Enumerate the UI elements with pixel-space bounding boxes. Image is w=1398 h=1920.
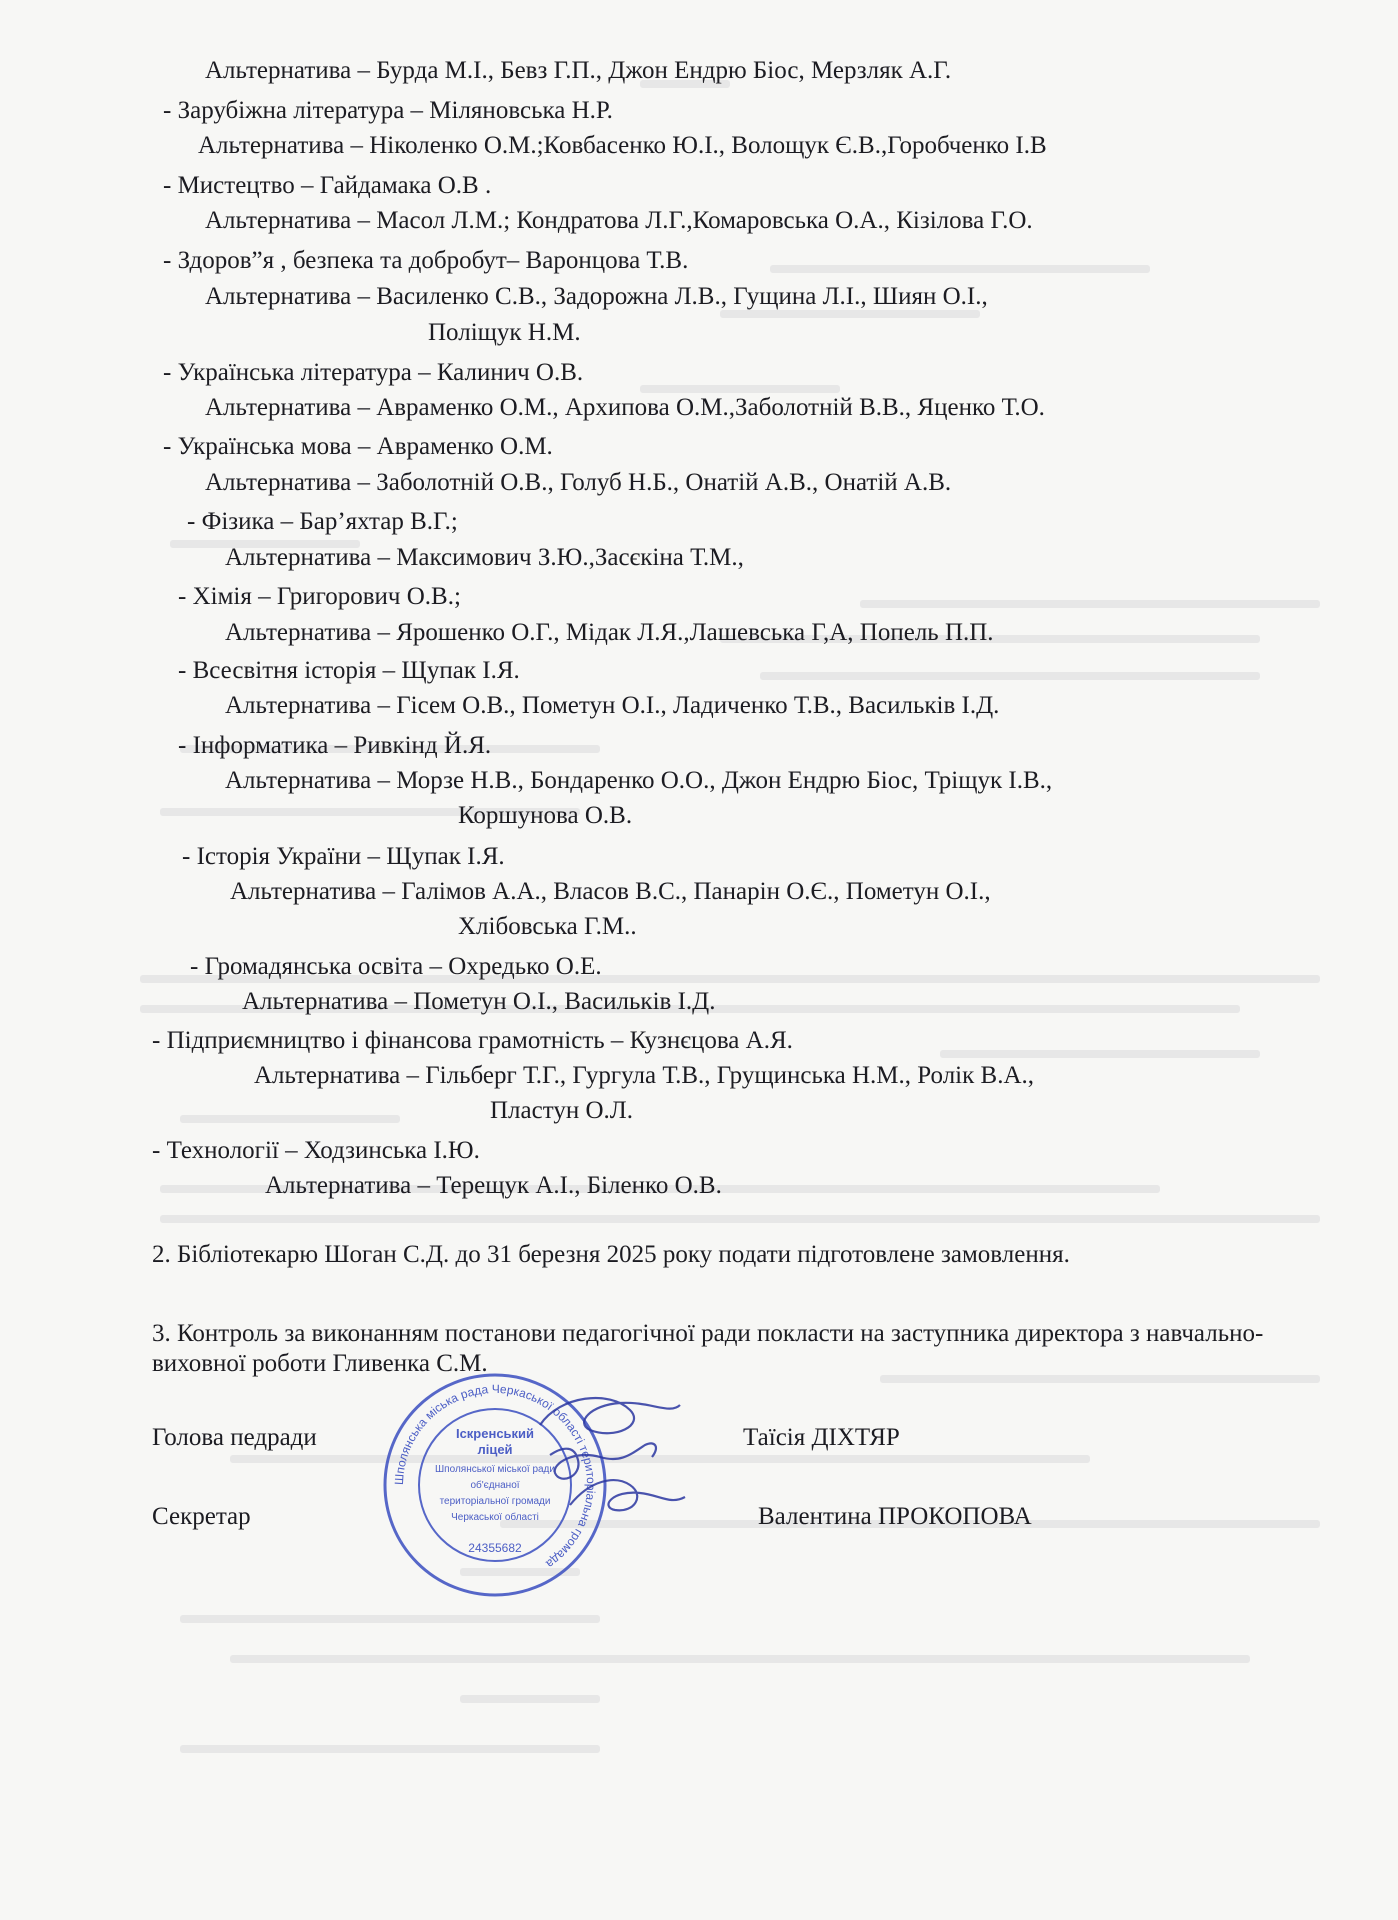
subject-line: Альтернатива – Гісем О.В., Пометун О.І., Ладиченко Т.В., Васильків І.Д.: [225, 692, 1000, 719]
subject-line: Коршунова О.В.: [458, 802, 633, 829]
subject-line: Альтернатива – Галімов А.А., Власов В.С., Панарін О.Є., Пометун О.І.,: [230, 878, 991, 905]
subject-line: Альтернатива – Ярошенко О.Г., Мідак Л.Я.,Лашевська Г,А, Попель П.П.: [225, 619, 994, 646]
secretary-label: Секретар: [152, 1503, 251, 1530]
subject-line: Хлібовська Г.М..: [458, 913, 637, 940]
subject-line: Альтернатива – Заболотній О.В., Голуб Н.Б., Онатій А.В., Онатій А.В.: [205, 469, 952, 496]
subject-line: Альтернатива – Ніколенко О.М.;Ковбасенко Ю.І., Волощук Є.В.,Горобченко І.В: [198, 132, 1047, 159]
subject-line: - Мистецтво – Гайдамака О.В .: [163, 172, 492, 199]
subject-line: - Українська література – Калинич О.В.: [163, 359, 584, 386]
subject-line: - Фізика – Бар’яхтар В.Г.;: [187, 508, 458, 535]
subject-line: - Зарубіжна література – Міляновська Н.Р.: [163, 97, 613, 124]
subject-line: Пластун О.Л.: [490, 1097, 633, 1124]
subject-line: - Історія України – Щупак І.Я.: [182, 843, 505, 870]
subject-line: Альтернатива – Терещук А.І., Біленко О.В.: [265, 1172, 722, 1199]
subject-line: Альтернатива – Морзе Н.В., Бондаренко О.О., Джон Ендрю Біос, Тріщук І.В.,: [225, 767, 1053, 794]
decision-item-3: 3. Контроль за виконанням постанови педагогічної ради покласти на заступника директора з навчально-виховної роботи Гливенка С.М.: [152, 1320, 1264, 1377]
stamp-line: ліцей: [477, 1442, 513, 1457]
stamp-line: територіальної громади: [439, 1496, 551, 1507]
decision-item-2: 2. Бібліотекарю Шоган С.Д. до 31 березня 2025 року подати підготовлене замовлення.: [152, 1241, 1070, 1268]
subject-line: - Громадянська освіта – Охредько О.Е.: [190, 953, 602, 980]
chair-label: Голова педради: [152, 1424, 317, 1451]
stamp-line: Шполянської міської ради: [435, 1464, 555, 1475]
stamp-line: об'єднаної: [470, 1480, 520, 1491]
stamp-ring-text: Шполянська міська рада Черкаської області територіальна громада: [391, 1381, 599, 1572]
subject-line: - Всесвітня історія – Щупак І.Я.: [178, 657, 520, 684]
stamp-line: Черкаської області: [451, 1512, 539, 1523]
subject-line: - Технології – Ходзинська І.Ю.: [152, 1137, 480, 1164]
handwritten-signature: [520, 1385, 700, 1535]
subject-line: Альтернатива – Пометун О.І., Васильків І.Д.: [242, 988, 716, 1015]
subject-line: - Інформатика – Ривкінд Й.Я.: [178, 732, 492, 759]
subject-line: - Хімія – Григорович О.В.;: [178, 583, 461, 610]
subject-line: Альтернатива – Авраменко О.М., Архипова О.М.,Заболотній В.В., Яценко Т.О.: [205, 394, 1045, 421]
subject-line: - Здоров”я , безпека та добробут– Варонцова Т.В.: [163, 247, 689, 274]
subject-line: Альтернатива – Гільберг Т.Г., Гургула Т.В., Грущинська Н.М., Ролік В.А.,: [254, 1062, 1034, 1089]
subject-line: Альтернатива – Масол Л.М.; Кондратова Л.Г.,Комаровська О.А., Кізілова Г.О.: [205, 207, 1033, 234]
subject-line: Поліщук Н.М.: [428, 319, 581, 346]
stamp-line: Іскренський: [455, 1426, 535, 1441]
stamp-code: 24355682: [468, 1541, 522, 1555]
subject-line: Альтернатива – Максимович З.Ю.,Засєкіна Т.М.,: [225, 544, 744, 571]
subject-line: Альтернатива – Василенко С.В., Задорожна Л.В., Гущина Л.І., Шиян О.І.,: [205, 283, 988, 310]
secretary-name: Валентина ПРОКОПОВА: [758, 1503, 1032, 1530]
subject-line: Альтернатива – Бурда М.І., Бевз Г.П., Джон Ендрю Біос, Мерзляк А.Г.: [205, 57, 952, 84]
subject-line: - Українська мова – Авраменко О.М.: [163, 433, 553, 460]
subject-line: - Підприємництво і фінансова грамотність – Кузнєцова А.Я.: [152, 1027, 793, 1054]
chair-name: Таїсія ДІХТЯР: [743, 1424, 900, 1451]
